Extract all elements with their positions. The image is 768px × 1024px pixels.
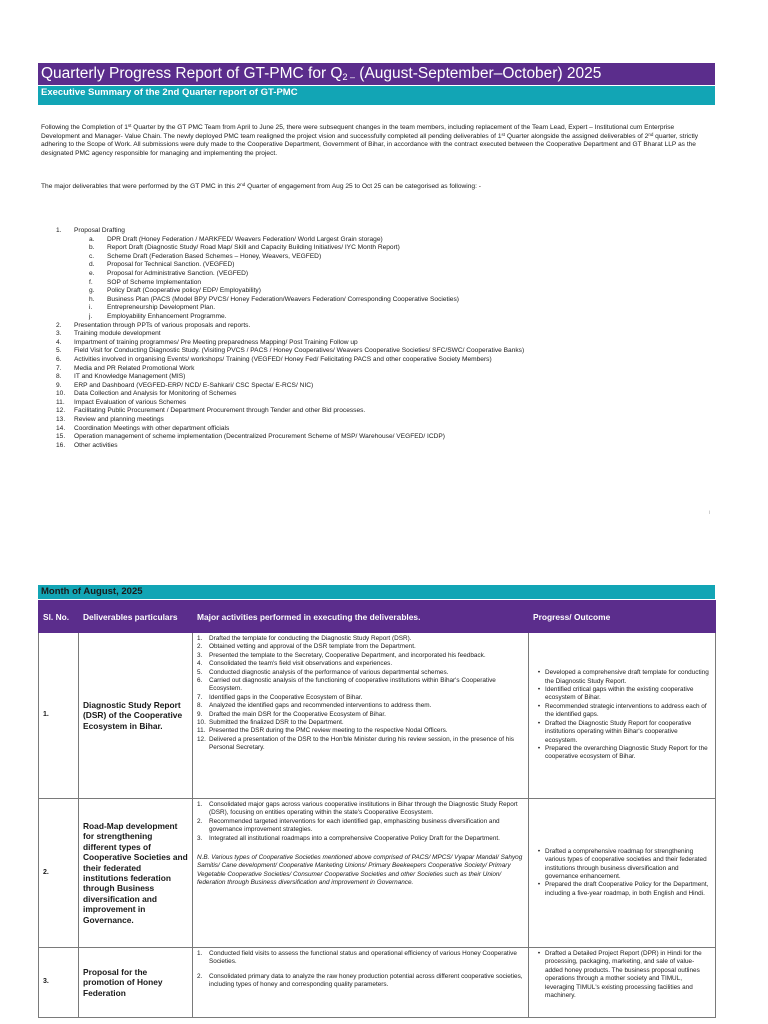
outcome-text: Drafted a comprehensive roadmap for strengthening various types of cooperative societies and their federated institutions through business diversification and governance enhancement. [545,847,707,880]
list-item-text: IT and Knowledge Management (MIS) [74,373,186,381]
list-item-text: Presentation through PPTs of various proposals and reports. [74,321,251,329]
table-row [39,948,716,1018]
sub-list-item [56,244,716,253]
list-item [56,330,716,339]
list-item-number: 14. [56,424,66,432]
list-item-number: 1. [56,227,62,234]
activity-number: 11. [197,727,206,735]
activity-item [197,660,524,668]
activity-text: Consolidated major gaps across various cooperative institutions in Bihar through the Diagnostic Study Report (DSR), focusing on entities operating within the state's Cooperative Ecosystem. [209,801,518,817]
outcome-item [533,881,711,898]
list-item-number: 13. [56,416,66,424]
table-row [39,799,716,948]
sub-list-item-text: Entrepreneurship Development Plan. [107,304,216,312]
sub-list-item [56,270,716,279]
activity-text: Consolidated the team's field visit observations and experiences. [209,660,393,668]
activity-text: Consolidated primary data to analyze the raw honey production potential across different cooperative societies, including types of honey and corresponding quality parameters. [209,972,523,989]
intro-paragraph [41,124,713,158]
list-item-text: Media and PR Related Promotional Work [74,364,195,372]
report-title-subscript: 2 – [342,72,355,82]
sub-list-item [56,313,716,322]
row-activities [193,633,529,799]
activity-item [197,711,524,719]
report-title-rest: (August-September–October) 2025 [355,65,602,82]
list-item-number: 6. [56,355,62,363]
row-deliverable: Road-Map development for strengthening different types of Cooperative Societies and their federated institutions federation through Business diversification and improvement in Governance. [79,799,193,948]
sub-list-item-letter: j. [89,312,93,320]
list-item-text: Review and planning meetings [74,416,164,424]
bullet-icon: • [537,881,541,889]
bullet-icon: • [537,702,541,710]
activity-text: Delivered a presentation of the DSR to the Hon'ble Minister during his review session, in the presence of his Personal Secretary. [209,735,514,752]
list-item [56,416,716,425]
list-item [56,365,716,374]
row-sl-no: 2. [39,799,79,948]
bullet-icon: • [537,669,541,677]
deliverables-list [56,227,716,450]
activity-item [197,677,524,694]
sub-list-item-text: Proposal for Technical Sanction. (VEGFED) [107,261,235,269]
ordinal-sup: st [127,123,132,128]
list-item [56,382,716,391]
sub-list-item-letter: a. [89,235,95,243]
progress-table [38,600,716,1018]
activity-text: Drafted the main DSR for the Cooperative Ecosystem of Bihar. [209,710,386,718]
report-title [38,63,715,85]
list-item-number: 9. [56,381,62,389]
sub-list-item-text: Business Plan (PACS (Model BP)/ PVCS/ Honey Federation/Weavers Federation/ Corresponding Cooperative Societies) [107,295,459,303]
activity-number: 1. [197,950,203,957]
sub-list-item-letter: i. [89,304,93,312]
intro-text: quarter, strictly adhering to the Scope of Work. All submissions were duly made to the Cooperative Department, Government of Bihar, in accordance with the contract executed between the Cooperative Department and GT Bharat LLP as the designated PMC agency responsible for managing and implementing the project. [41,132,699,157]
intro-text: Quarter of engagement from Aug 25 to Oct 25 can be categorised as following: - [245,183,481,190]
activity-item [197,835,524,843]
list-item [56,322,716,331]
row-deliverable: Diagnostic Study Report (DSR) of the Cooperative Ecosystem in Bihar. [79,633,193,799]
list-item-text: Data Collection and Analysis for Monitoring of Schemes [74,390,237,398]
activity-number: 3. [197,834,203,842]
activity-number: 2. [197,817,203,825]
list-item-number: 4. [56,338,62,346]
activity-item [197,727,524,735]
list-item [56,442,716,451]
sub-list-item-letter: b. [89,244,95,252]
activity-item [197,801,524,818]
sub-list-item-text: Report Draft (Diagnostic Study/ Road Map/ Skill and Capacity Building Initiatives/ IYC Month Report) [107,244,400,252]
table-header-row [39,601,716,633]
sub-list-item [56,279,716,288]
list-item [56,425,716,434]
outcome-item [533,848,711,882]
activity-number: 1. [197,635,203,642]
list-item [56,373,716,382]
deliverables-intro [41,183,713,192]
sub-list-item-text: SOP of Scheme Implementation [107,278,202,286]
list-item-number: 3. [56,330,62,338]
list-item-text: Impartment of training programmes/ Pre Meeting preparedness Mapping/ Post Training Follow up [74,338,358,346]
sub-list-item [56,236,716,245]
activity-item [197,818,524,835]
list-item-number: 2. [56,321,62,329]
sub-list-item-text: DPR Draft (Honey Federation / MARKFED/ Weavers Federation/ World Largest Grain storage) [107,235,383,243]
activity-item [197,950,524,967]
activity-item [197,669,524,677]
activity-number: 2. [197,643,203,651]
activity-number: 6. [197,677,203,685]
header-deliverables: Deliverables particulars [79,601,193,633]
ordinal-sup: st [501,131,505,137]
table-row [39,633,716,799]
outcome-text: Identified critical gaps within the existing cooperative ecosystem of Bihar. [545,686,694,702]
activity-item [197,702,524,710]
list-item-number: 15. [56,433,66,441]
activity-text: Obtained vetting and approval of the DSR template from the Department. [209,643,416,651]
bullet-icon: • [537,744,541,752]
list-item-number: 11. [56,398,65,406]
outcome-item [533,703,711,720]
outcome-item [533,950,711,1000]
list-item-number: 5. [56,347,62,355]
activity-number: 1. [197,801,203,808]
list-item [56,339,716,348]
activity-number: 8. [197,702,203,710]
list-item [56,356,716,365]
intro-text: Following the Completion of 1 [41,124,128,131]
list-item [56,407,716,416]
list-item-text: Proposal Drafting [74,227,125,234]
list-item-number: 16. [56,441,66,449]
sub-list-item-letter: g. [89,287,95,295]
activity-text: Conducted diagnostic analysis of the performance of various departmental schemes. [209,668,449,676]
row-deliverable: Proposal for the promotion of Honey Federation [79,948,193,1018]
sub-list-item-letter: h. [89,295,95,303]
row-outcomes [529,799,716,948]
activity-number: 10. [197,719,206,727]
list-item-number: 8. [56,373,62,381]
list-item-text: Coordination Meetings with other department officials [74,424,230,432]
activity-text: Conducted field visits to assess the functional status and operational efficiency of various Honey Cooperative Societies. [209,950,517,966]
outcome-text: Prepared the draft Cooperative Policy for the Department, including a five-year roadmap, in both English and Hindi. [545,881,709,897]
intro-text: Quarter by the GT PMC Team from April to June 25, there were subsequent changes in the team members, including replacement of the Team Lead, Expert – Institutional cum Enterprise Development and Manager- Value Chain. The newly deployed PMC team realigned the project vision and successfully completed all pending deliverables of 1 [41,124,675,140]
activity-text: Carried out diagnostic analysis of the functioning of cooperative institutions within Bihar's Cooperative Ecosystem. [209,677,496,693]
intro-text: The major deliverables that were performed by the GT PMC in this 2 [41,183,241,190]
activity-number: 2. [197,972,203,980]
outcome-text: Drafted a Detailed Project Report (DPR) in Hindi for the processing, packaging, marketing, and sale of value-added honey products. The business proposal outlines operations through a mother society and TIMUL, leveraging TIMUL's existing processing facilities and machinery. [545,950,702,1000]
list-item [56,433,716,442]
sub-list-item [56,253,716,262]
outcome-item [533,720,711,745]
activity-number: 4. [197,660,203,668]
executive-summary-heading: Executive Summary of the 2nd Quarter report of GT-PMC [38,86,715,105]
outcome-item [533,686,711,703]
activity-text: Submitted the finalized DSR to the Department. [209,719,344,727]
activity-text: Recommended targeted interventions for each identified gap, emphasizing business diversification and governance improvement strategies. [209,817,500,834]
row-sl-no: 1. [39,633,79,799]
sub-list-item-letter: e. [89,269,95,277]
activity-item [197,635,524,643]
sub-list-item-text: Proposal for Administrative Sanction. (VEGFED) [107,269,249,277]
activity-item [197,643,524,651]
row-activities [193,948,529,1018]
outcome-text: Developed a comprehensive draft template for conducting the Diagnostic Study Report. [545,669,709,685]
sub-list-item-letter: c. [89,252,95,260]
list-item-text: Operation management of scheme implementation (Decentralized Procurement Scheme of MSP/ Warehouse/ VEGFED/ ICDP) [74,433,445,441]
list-item-text: Field Visit for Conducting Diagnostic Study. (Visiting PVCS / PACS / Honey Cooperatives/ Weavers Cooperative Societies/ SFC/SWC/ Cooperative Banks) [74,347,525,355]
list-item [56,390,716,399]
outcome-item [533,745,711,762]
list-item [56,399,716,408]
outcome-text: Drafted the Diagnostic Study Report for cooperative institutions operating within Bihar's cooperative ecosystem. [545,719,692,744]
sub-list-item-text: Scheme Draft (Federation Based Schemes – Honey, Weavers, VEGFED) [107,252,322,260]
bullet-icon: • [537,847,541,855]
row-outcomes [529,948,716,1018]
ordinal-sup: nd [648,131,654,137]
intro-text: Quarter alongside the assigned deliverables of 2 [505,132,649,140]
list-item-text: Other activities [74,441,118,449]
list-item-number: 7. [56,364,62,372]
activity-text: Identified gaps in the Cooperative Ecosystem of Bihar. [209,693,363,701]
list-item [56,347,716,356]
bullet-icon: • [537,686,541,694]
sub-list-item-letter: f. [89,278,93,286]
sub-list-item-letter: d. [89,261,95,269]
activity-number: 7. [197,693,203,701]
list-item-text: ERP and Dashboard (VEGFED-ERP/ NCD/ E-Sahkari/ CSC Specta/ E-RCS/ NIC) [74,381,314,389]
row-outcomes [529,633,716,799]
activity-number: 12. [197,735,206,743]
activity-item [197,719,524,727]
list-item-text: Training module development [74,330,161,338]
activity-text: Presented the template to the Secretary, Cooperative Department, and incorporated his feedback. [209,651,486,659]
activity-item [197,652,524,660]
list-item [56,227,716,236]
page-mark: i [709,510,711,516]
list-item-number: 10. [56,390,66,398]
sub-list-item [56,261,716,270]
header-progress: Progress/ Outcome [529,601,716,633]
bullet-icon: • [537,719,541,727]
list-item-text: Impact Evaluation of various Schemes [74,398,187,406]
ordinal-sup: nd [240,182,246,187]
header-activities: Major activities performed in executing the deliverables. [193,601,529,633]
sub-list-item [56,287,716,296]
sub-list-item [56,304,716,313]
bullet-icon: • [537,950,541,957]
sub-list-item [56,296,716,305]
list-item-text: Facilitating Public Procurement / Department Procurement through Tender and other Bid processes. [74,407,366,415]
sub-list-item-text: Employability Enhancement Programme. [107,312,227,320]
activity-number: 9. [197,710,203,718]
activity-item [197,694,524,702]
header-sl-no: Sl. No. [39,601,79,633]
list-item-number: 12. [56,407,66,415]
outcome-text: Recommended strategic interventions to address each of the identified gaps. [545,702,707,719]
row-sl-no: 3. [39,948,79,1018]
activity-note: N.B. Various types of Cooperative Societies mentioned above comprised of PACS/ MPCS/ Vyapar Mandal/ Sahyog Samitis/ Cane development/ Cooperative Marketing Unions/ Primary Beekeepers Cooperative Society/ Primary Vegetable Cooperative Societies/ Consumer Cooperative Societies and other Societies such as their Union/ federation through Business diversification and improvement in Governance. [197,854,523,887]
outcome-text: Prepared the overarching Diagnostic Study Report for the cooperative ecosystem of Bihar. [545,744,708,761]
row-activities [193,799,529,948]
activity-text: Integrated all institutional roadmaps into a comprehensive Cooperative Policy Draft for the Department. [209,834,500,842]
activity-item [197,736,524,753]
activity-number: 5. [197,668,203,676]
activity-text: Drafted the template for conducting the Diagnostic Study Report (DSR). [209,635,412,642]
activity-text: Analyzed the identified gaps and recommended interventions to address them. [209,702,432,710]
sub-list-item-text: Policy Draft (Cooperative policy/ EDP/ Employability) [107,287,261,295]
activity-item [197,973,524,990]
report-title-main: Quarterly Progress Report of GT-PMC for Q [41,65,343,82]
month-heading: Month of August, 2025 [38,585,715,599]
activity-number: 3. [197,651,203,659]
outcome-item [533,669,711,686]
activity-text: Presented the DSR during the PMC review meeting to the respective Nodal Officers. [209,727,448,735]
list-item-text: Activities involved in organising Events/ workshops/ Training (VEGFED/ Honey Fed/ Felicitating PACS and other cooperative Society Members) [74,355,492,363]
